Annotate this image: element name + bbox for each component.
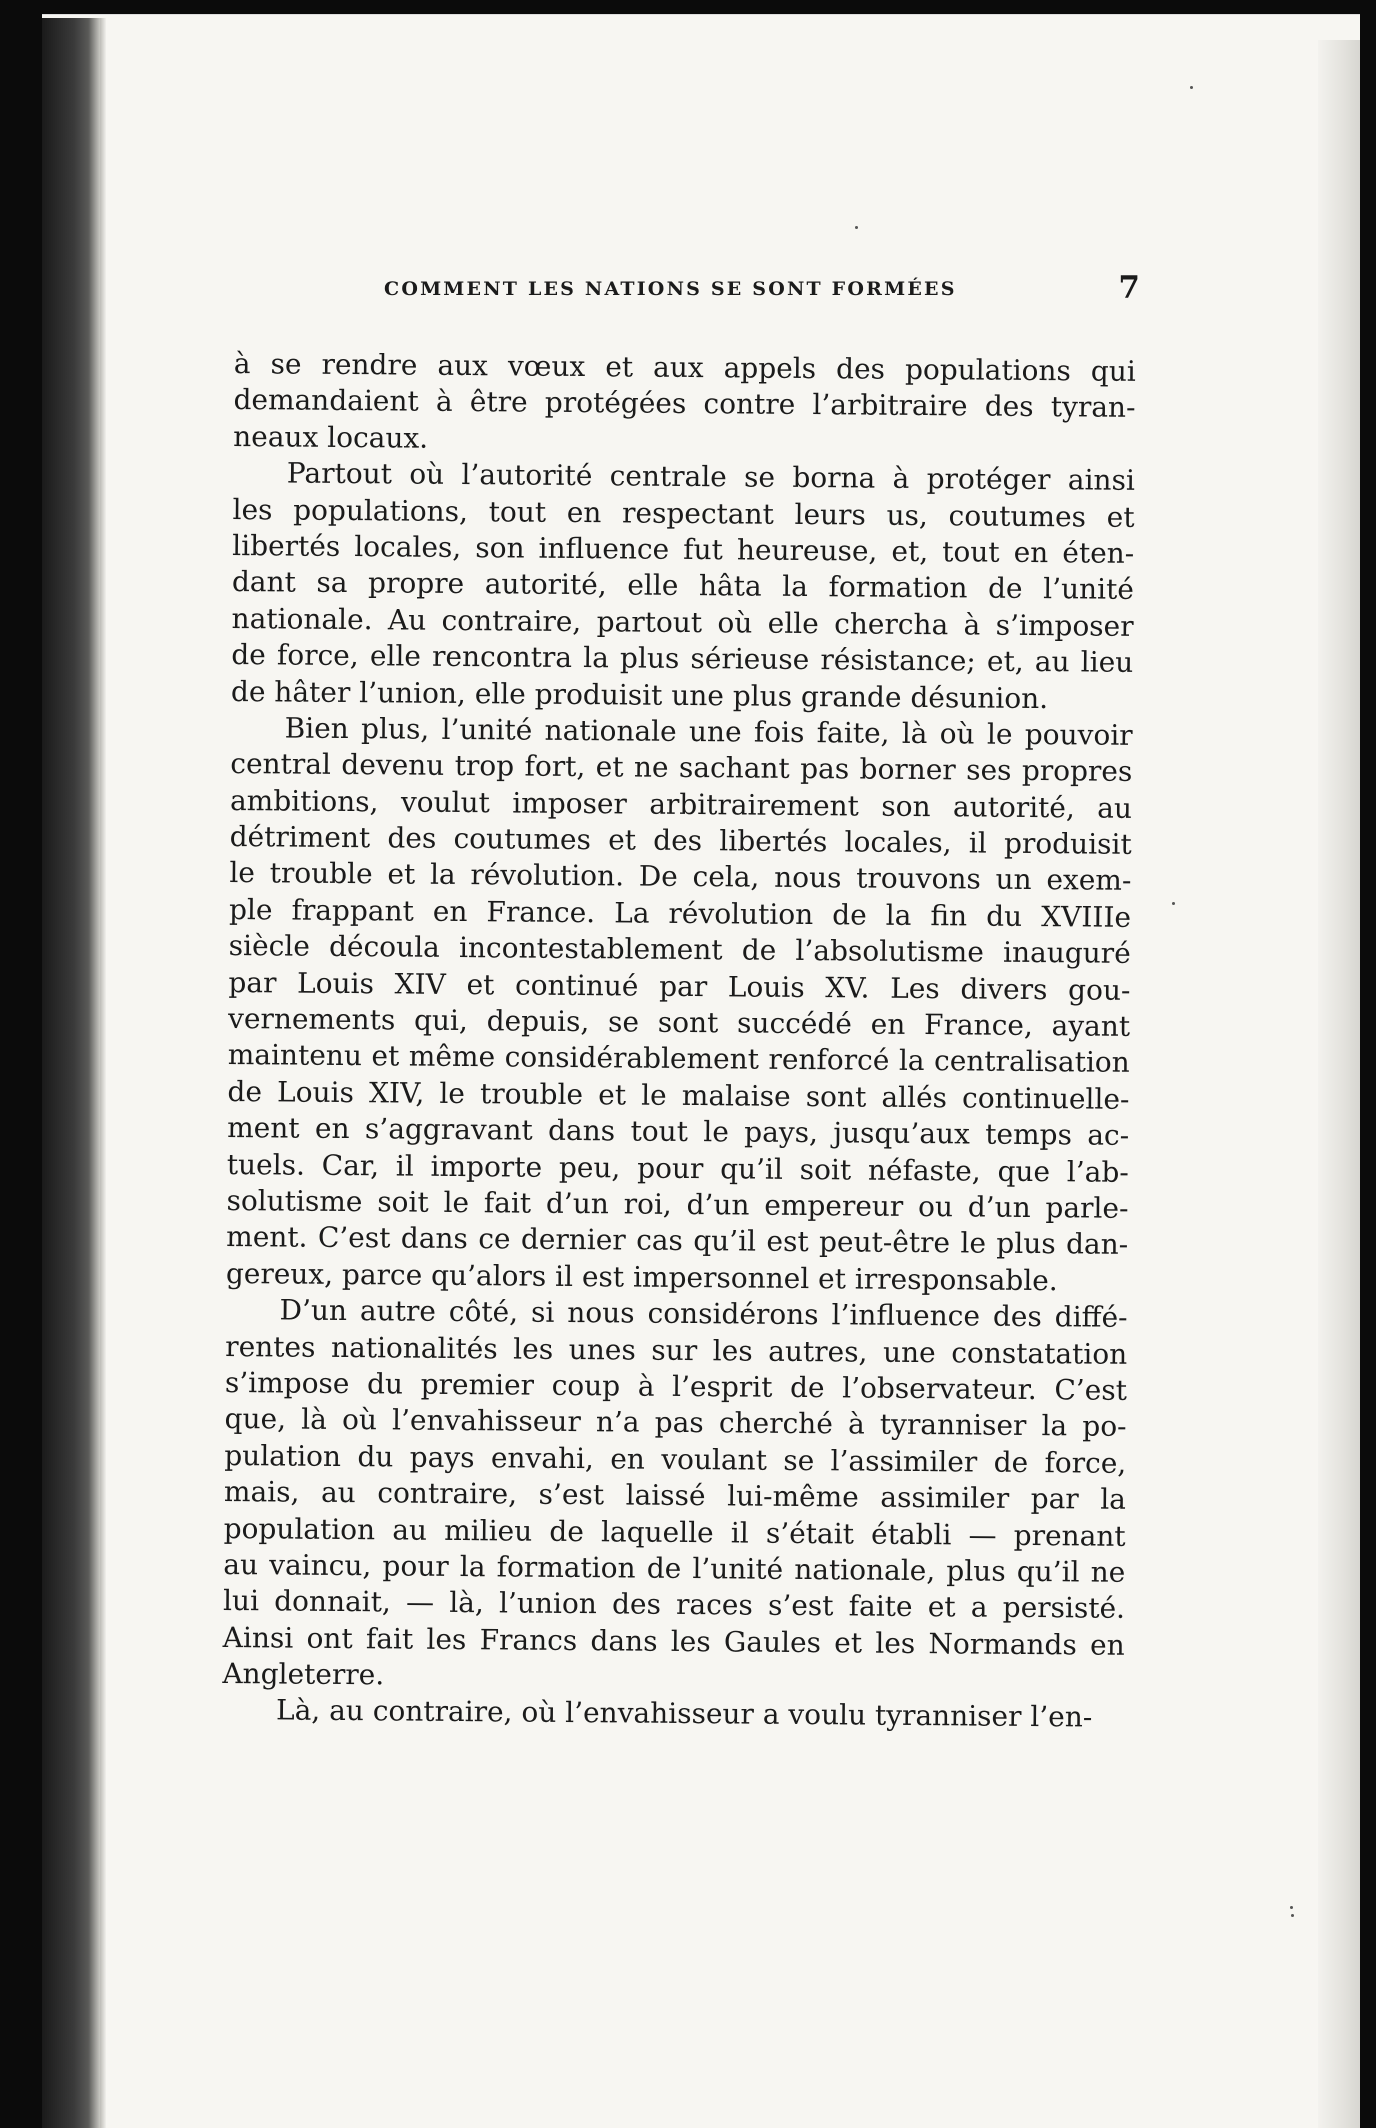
paragraph xyxy=(226,710,1133,1300)
text-line: ambitions, voulut imposer arbitrairement son autorité, au xyxy=(229,783,1133,825)
text-line: s’impose du premier coup à l’esprit de l’observateur. C’est xyxy=(224,1365,1128,1407)
text-line: de Louis XIV, le trouble et le malaise sont allés continuelle- xyxy=(227,1074,1130,1116)
text-line: maintenu et même considérablement renforcé la centralisation xyxy=(227,1038,1130,1080)
text-line: ment. C’est dans ce dernier cas qu’il est peut-être le plus dan- xyxy=(226,1220,1129,1262)
text-line: central devenu trop fort, et ne sachant pas borner ses propres xyxy=(230,747,1133,789)
text-line: solutisme soit le fait d’un roi, d’un empereur ou d’un parle- xyxy=(226,1183,1129,1225)
text-line: que, là où l’envahisseur n’a pas cherché à tyranniser la po- xyxy=(224,1402,1127,1444)
text-line: siècle découla incontestablement de l’absolutisme inauguré xyxy=(228,929,1131,971)
binding-edge xyxy=(100,18,106,2128)
text-line: ment en s’aggravant dans tout le pays, jusqu’aux temps ac- xyxy=(227,1111,1130,1153)
text-line: dant sa propre autorité, elle hâta la formation de l’unité xyxy=(231,565,1135,607)
text-line: le trouble et la révolution. De cela, nous trouvons un exem- xyxy=(229,856,1132,898)
text-line: mais, au contraire, s’est laissé lui-même assimiler par la xyxy=(223,1475,1127,1516)
text-line: nationale. Au contraire, partout où elle chercha à s’imposer xyxy=(231,601,1134,643)
text-line: au vaincu, pour la formation de l’unité nationale, plus qu’il ne xyxy=(223,1547,1126,1589)
scan-speck xyxy=(855,226,858,229)
paragraph xyxy=(222,1292,1127,1700)
text-line: lui donnait, — là, l’union des races s’est faite et a persisté. xyxy=(222,1584,1126,1626)
text-line: libertés locales, son influence fut heureuse, et, tout en éten- xyxy=(232,528,1135,570)
text-line: détriment des coutumes et des libertés locales, il produisit xyxy=(229,820,1132,861)
text-line: à se rendre aux vœux et aux appels des populations qui xyxy=(233,346,1136,388)
scan-speck xyxy=(1290,1906,1293,1909)
text-line: gereux, parce qu’alors il est impersonnel et irresponsable. xyxy=(225,1256,1058,1297)
paragraph xyxy=(233,346,1136,463)
running-title: COMMENT LES NATIONS SE SONT FORMÉES xyxy=(384,278,957,300)
body-text xyxy=(222,346,1136,1737)
page-number: 7 xyxy=(1118,270,1140,306)
scan-speck xyxy=(1291,1914,1294,1917)
text-line: les populations, tout en respectant leurs us, coutumes et xyxy=(232,492,1135,534)
text-line: Partout où l’autorité centrale se borna à protéger ainsi xyxy=(286,456,1136,498)
scan-speck xyxy=(1172,902,1175,905)
text-line: population au milieu de laquelle il s’était établi — prenant xyxy=(223,1511,1126,1553)
text-line: Là, au contraire, où l’envahisseur a voulu tyranniser l’en- xyxy=(275,1693,1093,1734)
text-line: rentes nationalités les unes sur les autres, une constatation xyxy=(225,1329,1128,1371)
text-line: Bien plus, l’unité nationale une fois faite, là où le pouvoir xyxy=(284,711,1133,752)
text-line: pulation du pays envahi, en voulant se l’assimiler de force, xyxy=(224,1438,1127,1480)
text-line: vernements qui, depuis, se sont succédé en France, ayant xyxy=(227,1002,1131,1043)
book-binding-shadow xyxy=(42,18,100,2128)
text-line: ple frappant en France. La révolution de la fin du XVIIIe xyxy=(228,892,1132,934)
text-line: tuels. Car, il importe peu, pour qu’il soit néfaste, que l’ab- xyxy=(226,1147,1129,1189)
text-line: demandaient à être protégées contre l’arbitraire des tyran- xyxy=(233,383,1136,425)
text-line: Ainsi ont fait les Francs dans les Gaules et les Normands en xyxy=(222,1620,1125,1662)
text-line: par Louis XIV et continué par Louis XV. Les divers gou- xyxy=(228,965,1131,1007)
text-line: de hâter l’union, elle produisit une plus grande désunion. xyxy=(230,674,1049,715)
paragraph xyxy=(231,455,1135,718)
text-line: neaux locaux. xyxy=(233,419,429,455)
text-line: Angleterre. xyxy=(222,1657,385,1692)
text-line: de force, elle rencontra la plus sérieuse résistance; et, au lieu xyxy=(231,638,1134,679)
text-line: D’un autre côté, si nous considérons l’influence des diffé- xyxy=(279,1293,1128,1334)
scan-speck xyxy=(1190,86,1193,89)
page-right-edge xyxy=(1318,40,1360,2128)
